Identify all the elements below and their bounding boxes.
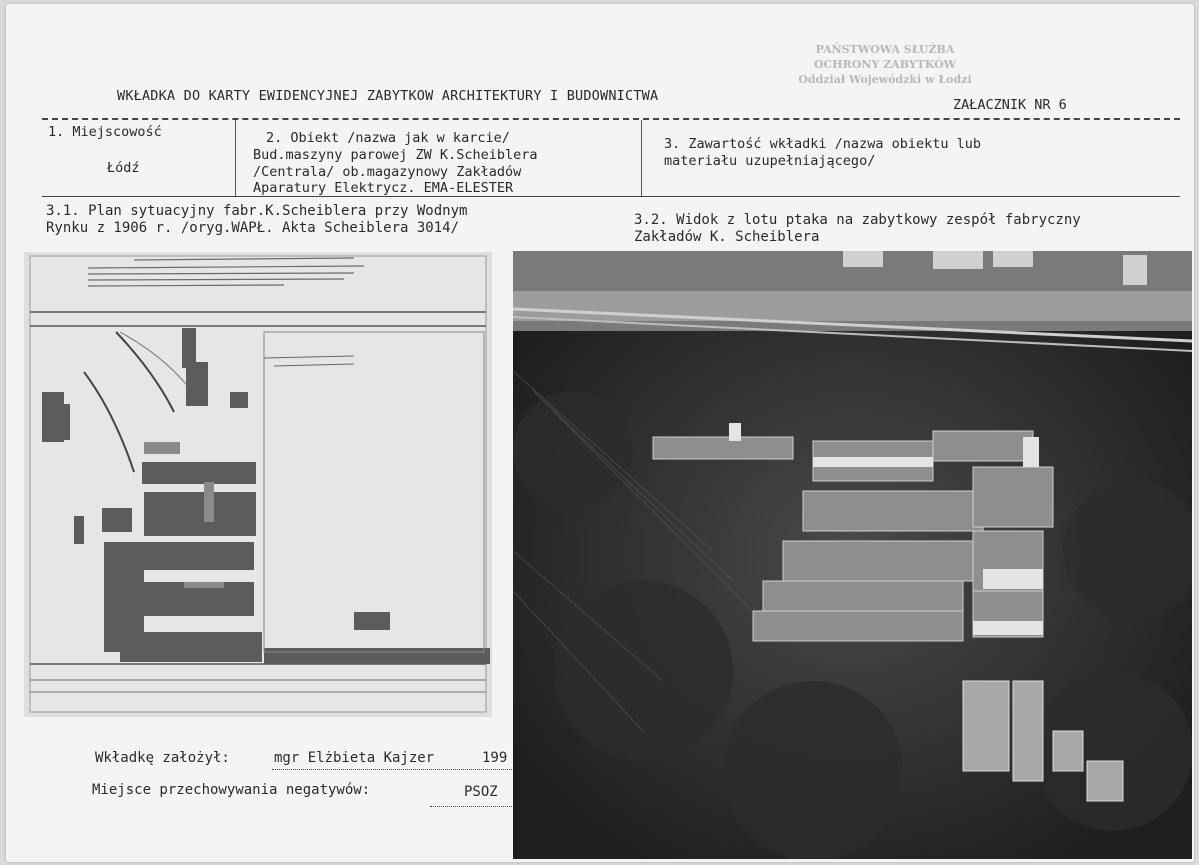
author-dotted-line: [272, 769, 512, 770]
site-plan-image: [24, 252, 492, 717]
column-divider-2: [641, 120, 642, 196]
locality-value: Łódź: [107, 160, 140, 176]
negatives-label: Miejsce przechowywania negatywów:: [92, 782, 371, 798]
author-value: mgr Elżbieta Kajzer: [274, 750, 435, 766]
locality-label: 1. Miejscowość: [48, 124, 162, 140]
plan-caption-line-2: Rynku z 1906 r. /oryg.WAPŁ. Akta Scheiblera 3014/: [46, 220, 460, 236]
aerial-photo: [513, 251, 1192, 859]
negatives-dotted-line: [430, 806, 512, 807]
negatives-value: PSOZ: [464, 784, 498, 800]
form-title: WKŁADKA DO KARTY EWIDENCYJNEJ ZABYTKOW ARCHITEKTURY I BUDOWNICTWA: [117, 88, 659, 104]
content-line-2: materiału uzupełniającego/: [664, 153, 876, 169]
year-partial: 199: [482, 750, 508, 766]
column-divider-1: [235, 120, 236, 196]
table-bottom-divider: [42, 196, 1180, 197]
object-line-1: 2. Obiekt /nazwa jak w karcie/: [266, 130, 510, 146]
attachment-number: ZAŁACZNIK NR 6: [953, 97, 1067, 113]
author-label: Wkładkę założył:: [95, 750, 230, 766]
object-line-4: Aparatury Elektrycz. EMA-ELESTER: [253, 180, 514, 196]
object-line-2: Bud.maszyny parowej ZW K.Scheiblera: [253, 147, 538, 163]
aerial-caption-line-2: Zakładów K. Scheiblera: [634, 229, 820, 245]
office-stamp: PAŃSTWOWA SŁUŻBA OCHRONY ZABYTKÓW Oddział Wojewódzki w Łodzi: [798, 43, 972, 86]
object-line-3: /Centrala/ ob.magazynowy Zakładów: [253, 164, 522, 180]
table-top-divider: [42, 118, 1180, 120]
aerial-caption-line-1: 3.2. Widok z lotu ptaka na zabytkowy zespół fabryczny: [634, 212, 1081, 228]
content-line-1: 3. Zawartość wkładki /nazwa obiektu lub: [664, 136, 981, 152]
site-plan-drawing: [24, 252, 492, 717]
plan-caption-line-1: 3.1. Plan sytuacyjny fabr.K.Scheiblera przy Wodnym: [46, 203, 468, 219]
aerial-photo-drawing: [513, 251, 1192, 859]
